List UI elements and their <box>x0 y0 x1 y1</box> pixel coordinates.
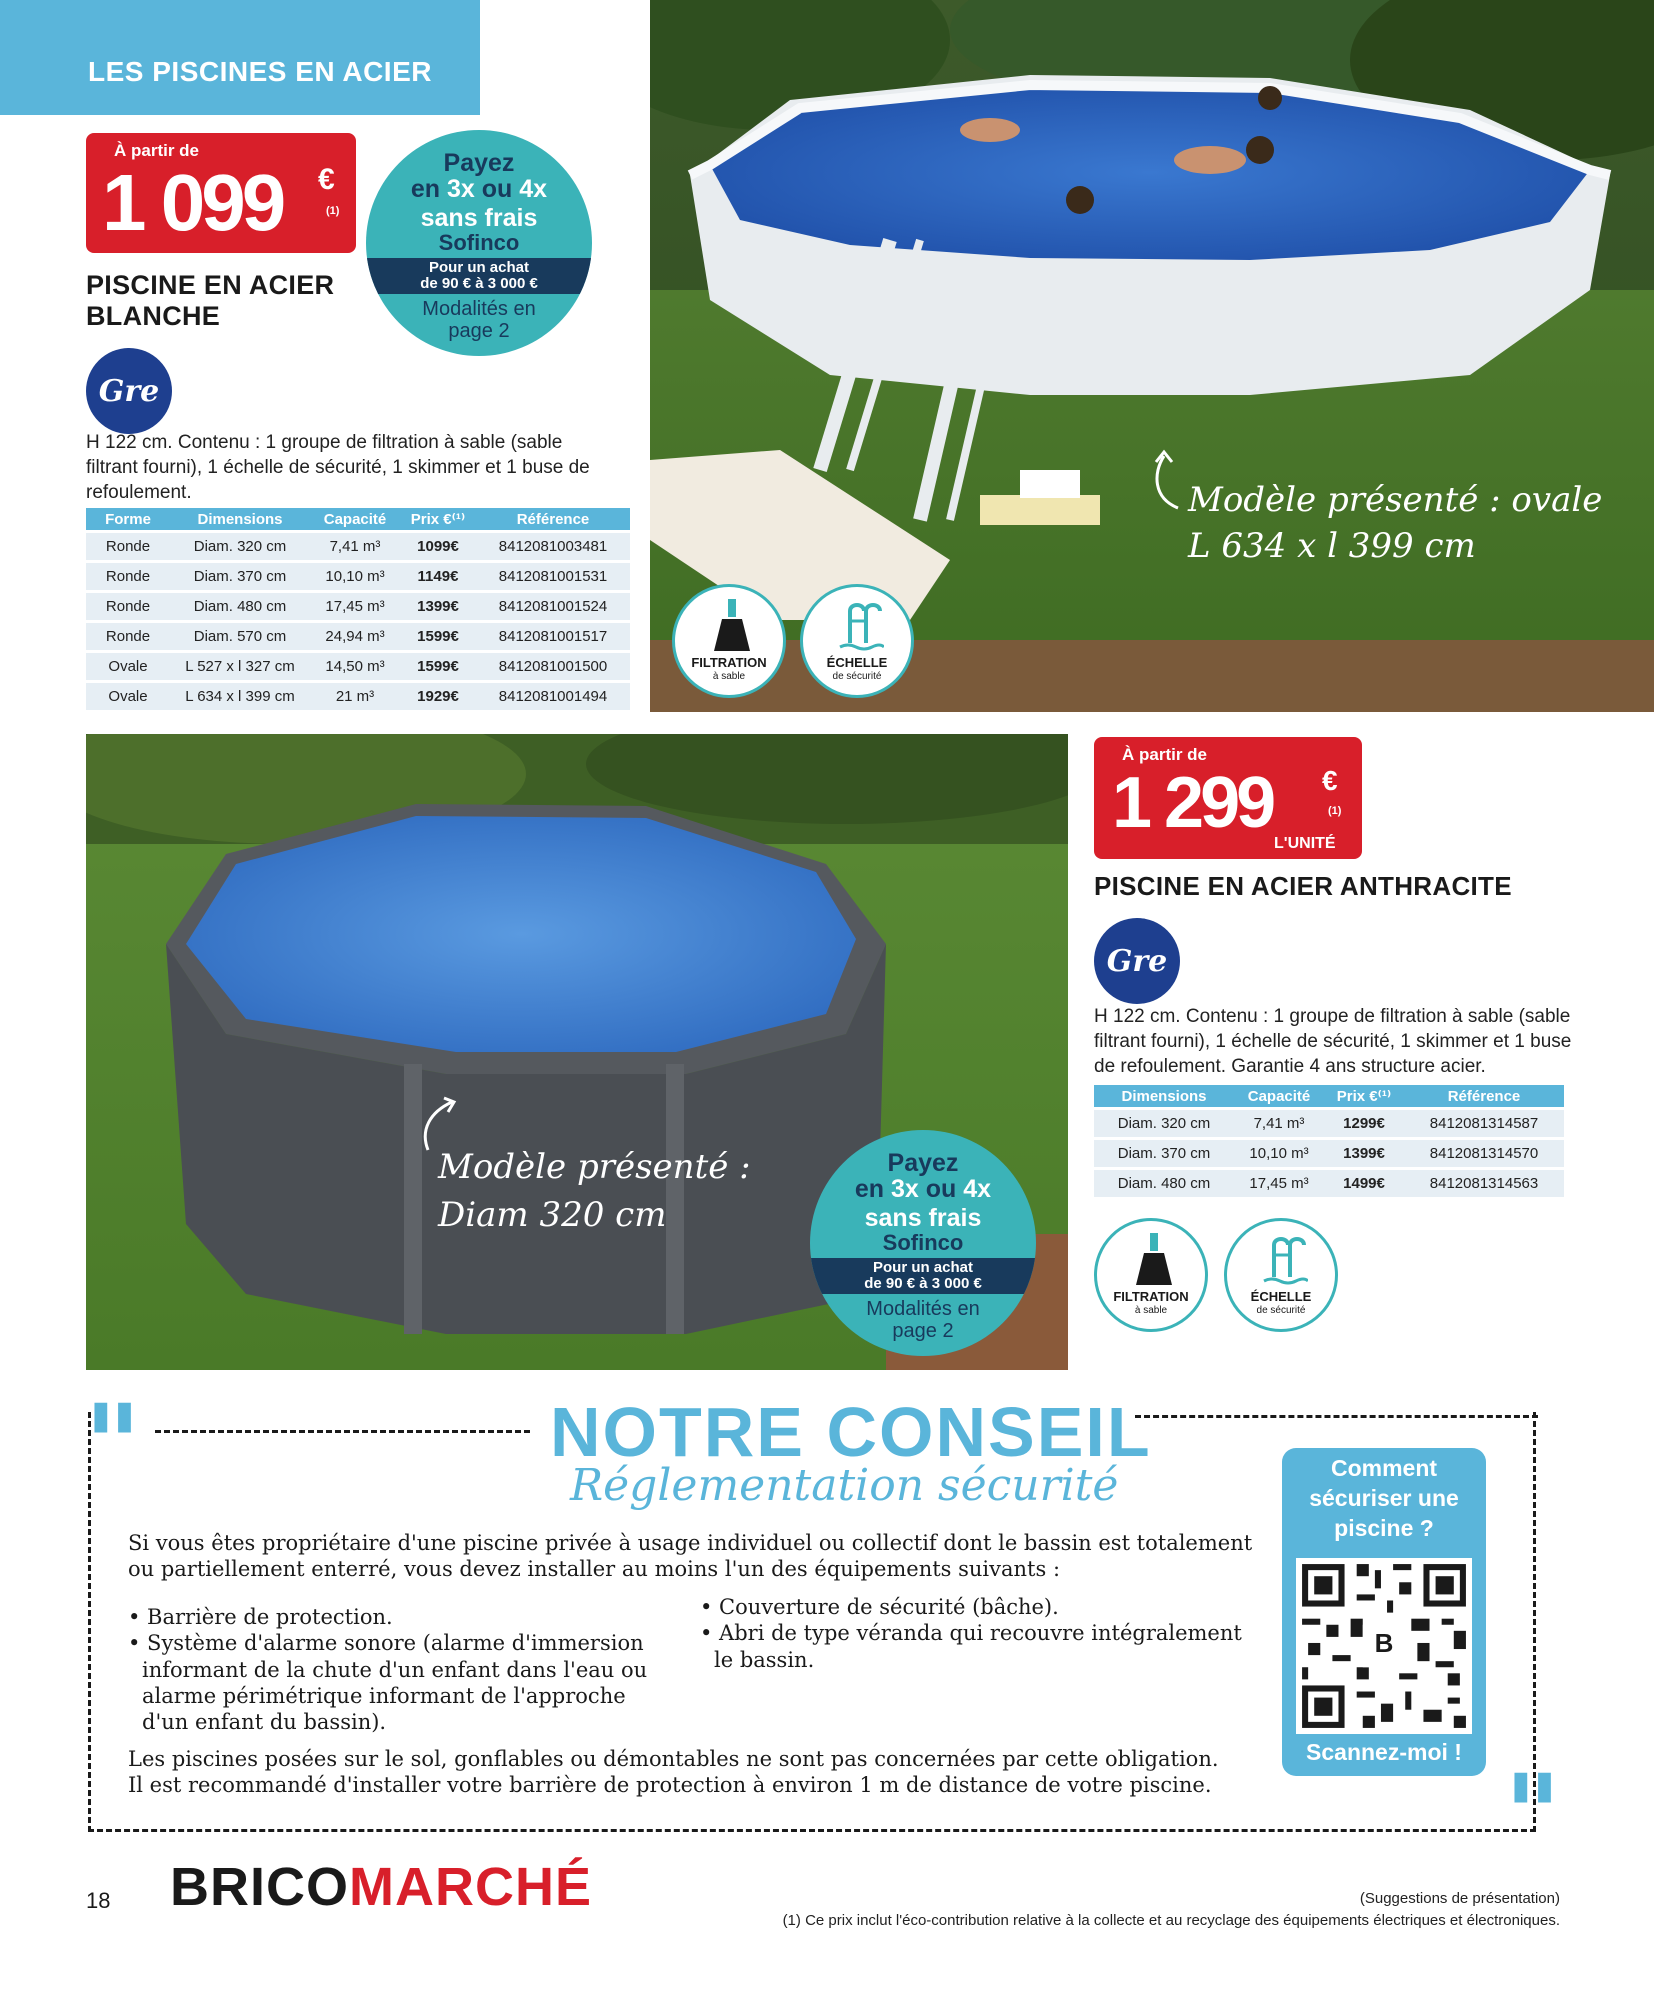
conseil-right-item2-line1: • Abri de type véranda qui recouvre intégralement <box>700 1621 1242 1646</box>
conseil-title: NOTRE CONSEIL <box>550 1393 1152 1471</box>
model-caption-line1: Modèle présenté : ovale <box>1188 480 1603 520</box>
desc-line1: H 122 cm. Contenu : 1 groupe de filtration à sable (sable <box>86 432 563 453</box>
cell: Ronde <box>86 563 170 590</box>
qr-brand-logo: B <box>1374 1628 1394 1658</box>
price-tag-anthracite-pool <box>1094 737 1362 859</box>
table-row <box>1094 1140 1564 1167</box>
qr-card-title <box>1282 1454 1486 1544</box>
cell: 8412081003481 <box>476 533 630 560</box>
conseil-left-item2-line4: d'un enfant du bassin). <box>142 1710 387 1734</box>
cell: 1929€ <box>400 683 476 710</box>
feature-filtration-2 <box>1094 1218 1208 1332</box>
cell: 24,94 m³ <box>310 623 400 650</box>
conseil-right-item2-line2: le bassin. <box>714 1647 815 1672</box>
desc-line2: filtrant fourni), 1 échelle de sécurité, 1 skimmer et 1 buse de <box>86 457 590 479</box>
sofinco-badge-1 <box>366 130 592 356</box>
gre-brand-logo <box>86 348 172 434</box>
feature-echelle-sub: de sécurité <box>832 671 882 682</box>
cell: 8412081314570 <box>1404 1140 1564 1167</box>
gre-brand-logo <box>1094 918 1180 1004</box>
sofinco-pay-label: Payez <box>887 1149 959 1177</box>
product-title-line1: PISCINE EN ACIER <box>86 270 335 300</box>
cell: 14,50 m³ <box>310 653 400 680</box>
cell: 8412081001500 <box>476 653 630 680</box>
cell: 1599€ <box>400 623 476 650</box>
spec-table-anthracite <box>1094 1082 1564 1200</box>
cell: 1299€ <box>1324 1110 1404 1137</box>
table-header-row <box>1094 1085 1564 1107</box>
cell: L 527 x l 327 cm <box>170 653 310 680</box>
conseil-left-item2-line1: • Système d'alarme sonore (alarme d'immersion <box>128 1631 644 1656</box>
cell: 8412081001517 <box>476 623 630 650</box>
cell: 17,45 m³ <box>310 593 400 620</box>
th-dimensions: Dimensions <box>170 508 310 530</box>
gre-logo-text: Gre <box>98 373 160 409</box>
price-tag-white-pool <box>86 133 356 253</box>
bricomarche-logo <box>170 1856 592 1918</box>
th-reference: Référence <box>476 508 630 530</box>
cell: 1599€ <box>400 653 476 680</box>
spec-table-white <box>86 505 630 713</box>
gre-logo-text: Gre <box>1106 943 1168 979</box>
th-forme: Forme <box>86 508 170 530</box>
feature-filtration-label: FILTRATION <box>1113 1289 1189 1304</box>
model-caption-line1: Modèle présenté : <box>438 1147 751 1187</box>
cell: 8412081314563 <box>1404 1170 1564 1197</box>
sofinco-purchase-band <box>810 1258 1036 1294</box>
section-title: LES PISCINES EN ACIER <box>88 56 432 87</box>
price-note: (1) <box>326 205 340 217</box>
sofinco-free-label: sans frais <box>420 204 538 232</box>
cell: 1149€ <box>400 563 476 590</box>
conseil-frame-top-left <box>155 1430 530 1433</box>
th-reference: Référence <box>1404 1085 1564 1107</box>
price-amount: 1 099 <box>102 158 283 247</box>
price-currency: € <box>318 163 335 196</box>
product-title-white <box>86 270 334 332</box>
cell: Diam. 370 cm <box>1094 1140 1234 1167</box>
feature-echelle-label: ÉCHELLE <box>826 655 888 670</box>
conseil-left-item2-line2: informant de la chute d'un enfant dans l'eau ou <box>142 1657 648 1682</box>
sofinco-brand: Sofinco <box>438 230 520 255</box>
footer-notes <box>783 1888 1560 1932</box>
th-capacite: Capacité <box>310 508 400 530</box>
table-header-row <box>86 508 630 530</box>
price-from-label: À partir de <box>1122 745 1208 764</box>
sand-filter-icon <box>708 597 756 653</box>
model-caption-white <box>1188 478 1602 570</box>
table-row <box>86 683 630 710</box>
sofinco-modalities <box>366 298 592 342</box>
cell: Ronde <box>86 533 170 560</box>
page-number: 18 <box>86 1888 111 1913</box>
model-caption-line2: Diam 320 cm <box>438 1194 667 1235</box>
feature-echelle-1 <box>800 584 914 698</box>
sofinco-band-line1: Pour un achat <box>872 1259 973 1276</box>
th-prix: Prix €⁽¹⁾ <box>1324 1085 1404 1107</box>
cell: Ovale <box>86 653 170 680</box>
cell: Ovale <box>86 683 170 710</box>
conseil-intro-line2: ou partiellement enterré, vous devez installer au moins l'un des équipements suivants : <box>128 1557 1061 1582</box>
table-row <box>1094 1170 1564 1197</box>
curved-arrow-icon <box>1148 448 1188 518</box>
price-amount: 1 299 <box>1112 763 1273 843</box>
feature-filtration-1 <box>672 584 786 698</box>
cell: 8412081001494 <box>476 683 630 710</box>
qr-title-line1: Comment <box>1330 1455 1438 1481</box>
table-row <box>86 533 630 560</box>
sofinco-brand: Sofinco <box>882 1230 964 1255</box>
conseil-left-item1: • Barrière de protection. <box>128 1605 393 1629</box>
ladder-icon <box>1260 1233 1308 1287</box>
product-description-anthracite <box>1094 1004 1634 1079</box>
footer-note-eco: (1) Ce prix inclut l'éco-contribution relative à la collecte et au recyclage des équipements électriques et électroniques. <box>782 1911 1560 1929</box>
conseil-subtitle: Réglementation sécurité <box>570 1460 1119 1511</box>
sofinco-free-label: sans frais <box>864 1204 982 1232</box>
sofinco-3x: 3x <box>891 1175 919 1204</box>
cell: 7,41 m³ <box>310 533 400 560</box>
sofinco-modalities <box>810 1298 1036 1342</box>
qr-title-line3: piscine ? <box>1334 1514 1434 1541</box>
model-caption-anthracite <box>438 1144 751 1239</box>
close-quote-icon: " <box>1504 1750 1562 1879</box>
price-from-label: À partir de <box>114 141 200 160</box>
logo-marche: MARCHÉ <box>349 1857 592 1917</box>
feature-echelle-sub: de sécurité <box>1256 1305 1306 1316</box>
cell: 10,10 m³ <box>1234 1140 1324 1167</box>
qr-code[interactable] <box>1296 1558 1472 1734</box>
conseil-left-item2-line3: alarme périmétrique informant de l'approche <box>142 1683 626 1708</box>
price-currency: € <box>1322 765 1338 796</box>
sofinco-mod-line1: Modalités en <box>866 1298 980 1320</box>
qr-card[interactable] <box>1282 1448 1486 1776</box>
cell: L 634 x l 399 cm <box>170 683 310 710</box>
cell: 10,10 m³ <box>310 563 400 590</box>
cell: Diam. 320 cm <box>170 533 310 560</box>
sofinco-band-line1: Pour un achat <box>428 259 529 276</box>
cell: 17,45 m³ <box>1234 1170 1324 1197</box>
conseil-outro-line2: Il est recommandé d'installer votre barrière de protection à environ 1 m de distance de votre piscine. <box>128 1773 1212 1798</box>
sofinco-ou: ou <box>474 175 520 204</box>
conseil-outro-line1: Les piscines posées sur le sol, gonflables ou démontables ne sont pas concernées par cette obligation. <box>128 1747 1219 1771</box>
desc-line1: H 122 cm. Contenu : 1 groupe de filtration à sable (sable <box>1094 1006 1571 1027</box>
table-row <box>1094 1110 1564 1137</box>
sofinco-band-line2: de 90 € à 3 000 € <box>420 274 538 292</box>
desc-line3: refoulement. <box>86 482 192 504</box>
table-row <box>86 623 630 650</box>
cell: Diam. 320 cm <box>1094 1110 1234 1137</box>
cell: Ronde <box>86 593 170 620</box>
conseil-list-left <box>128 1604 688 1735</box>
cell: 8412081314587 <box>1404 1110 1564 1137</box>
white-pool-illustration <box>650 0 1654 712</box>
footer-note-suggestions: (Suggestions de présentation) <box>1359 1890 1560 1907</box>
conseil-outro <box>128 1746 1268 1799</box>
open-quote-icon: " <box>84 1380 142 1509</box>
cell: 1099€ <box>400 533 476 560</box>
conseil-right-item1: • Couverture de sécurité (bâche). <box>700 1595 1059 1619</box>
sofinco-en: en <box>854 1175 892 1204</box>
photo-white-oval-pool <box>650 0 1654 712</box>
logo-brico: BRICO <box>170 1857 349 1917</box>
conseil-frame-top-right <box>1135 1415 1538 1418</box>
ladder-icon <box>836 599 884 653</box>
cell: Diam. 480 cm <box>170 593 310 620</box>
cell: Ronde <box>86 623 170 650</box>
feature-echelle-2 <box>1224 1218 1338 1332</box>
product-title-line2: BLANCHE <box>86 301 221 332</box>
conseil-intro <box>128 1530 1268 1583</box>
price-note: (1) <box>1328 805 1342 817</box>
cell: 8412081001531 <box>476 563 630 590</box>
feature-filtration-sub: à sable <box>1134 1305 1168 1316</box>
sofinco-mod-line2: page 2 <box>892 1320 954 1342</box>
cell: Diam. 480 cm <box>1094 1170 1234 1197</box>
feature-echelle-label: ÉCHELLE <box>1250 1289 1312 1304</box>
cell: 7,41 m³ <box>1234 1110 1324 1137</box>
cell: Diam. 570 cm <box>170 623 310 650</box>
sand-filter-icon <box>1130 1231 1178 1287</box>
model-caption-line2: L 634 x l 399 cm <box>1188 525 1476 566</box>
desc-line3: de refoulement. Garantie 4 ans structure acier. <box>1094 1056 1486 1078</box>
sofinco-purchase-band <box>366 258 592 294</box>
section-banner <box>0 0 480 115</box>
conseil-list-right <box>700 1594 1260 1673</box>
table-row <box>86 563 630 590</box>
cell: 21 m³ <box>310 683 400 710</box>
feature-filtration-label: FILTRATION <box>691 655 767 670</box>
cell: 8412081001524 <box>476 593 630 620</box>
product-title-anthracite: PISCINE EN ACIER ANTHRACITE <box>1094 871 1512 901</box>
curved-arrow-icon <box>416 1094 466 1154</box>
th-capacite: Capacité <box>1234 1085 1324 1107</box>
table-row <box>86 593 630 620</box>
sofinco-badge-2 <box>810 1130 1036 1356</box>
sofinco-en: en <box>410 175 448 204</box>
qr-cta[interactable]: Scannez-moi ! <box>1306 1739 1462 1765</box>
th-prix: Prix €⁽¹⁾ <box>400 508 476 530</box>
cell: 1399€ <box>400 593 476 620</box>
sofinco-4x: 4x <box>963 1175 992 1204</box>
sofinco-mod-line2: page 2 <box>448 320 510 342</box>
sofinco-3x: 3x <box>447 175 475 204</box>
cell: 1499€ <box>1324 1170 1404 1197</box>
sofinco-ou: ou <box>918 1175 964 1204</box>
qr-title-line2: sécuriser une <box>1309 1484 1459 1511</box>
cell: Diam. 370 cm <box>170 563 310 590</box>
sofinco-4x: 4x <box>519 175 548 204</box>
sofinco-mod-line1: Modalités en <box>422 298 536 320</box>
cell: 1399€ <box>1324 1140 1404 1167</box>
sofinco-band-line2: de 90 € à 3 000 € <box>864 1274 982 1292</box>
desc-line2: filtrant fourni), 1 échelle de sécurité, 1 skimmer et 1 buse <box>1094 1031 1572 1053</box>
price-unit: L'UNITÉ <box>1274 835 1336 852</box>
feature-filtration-sub: à sable <box>712 671 746 682</box>
conseil-intro-line1: Si vous êtes propriétaire d'une piscine privée à usage individuel ou collectif dont le bassin est totalement <box>128 1531 1253 1555</box>
table-row <box>86 653 630 680</box>
th-dimensions: Dimensions <box>1094 1085 1234 1107</box>
sofinco-pay-label: Payez <box>443 149 515 177</box>
product-description-white <box>86 430 626 505</box>
